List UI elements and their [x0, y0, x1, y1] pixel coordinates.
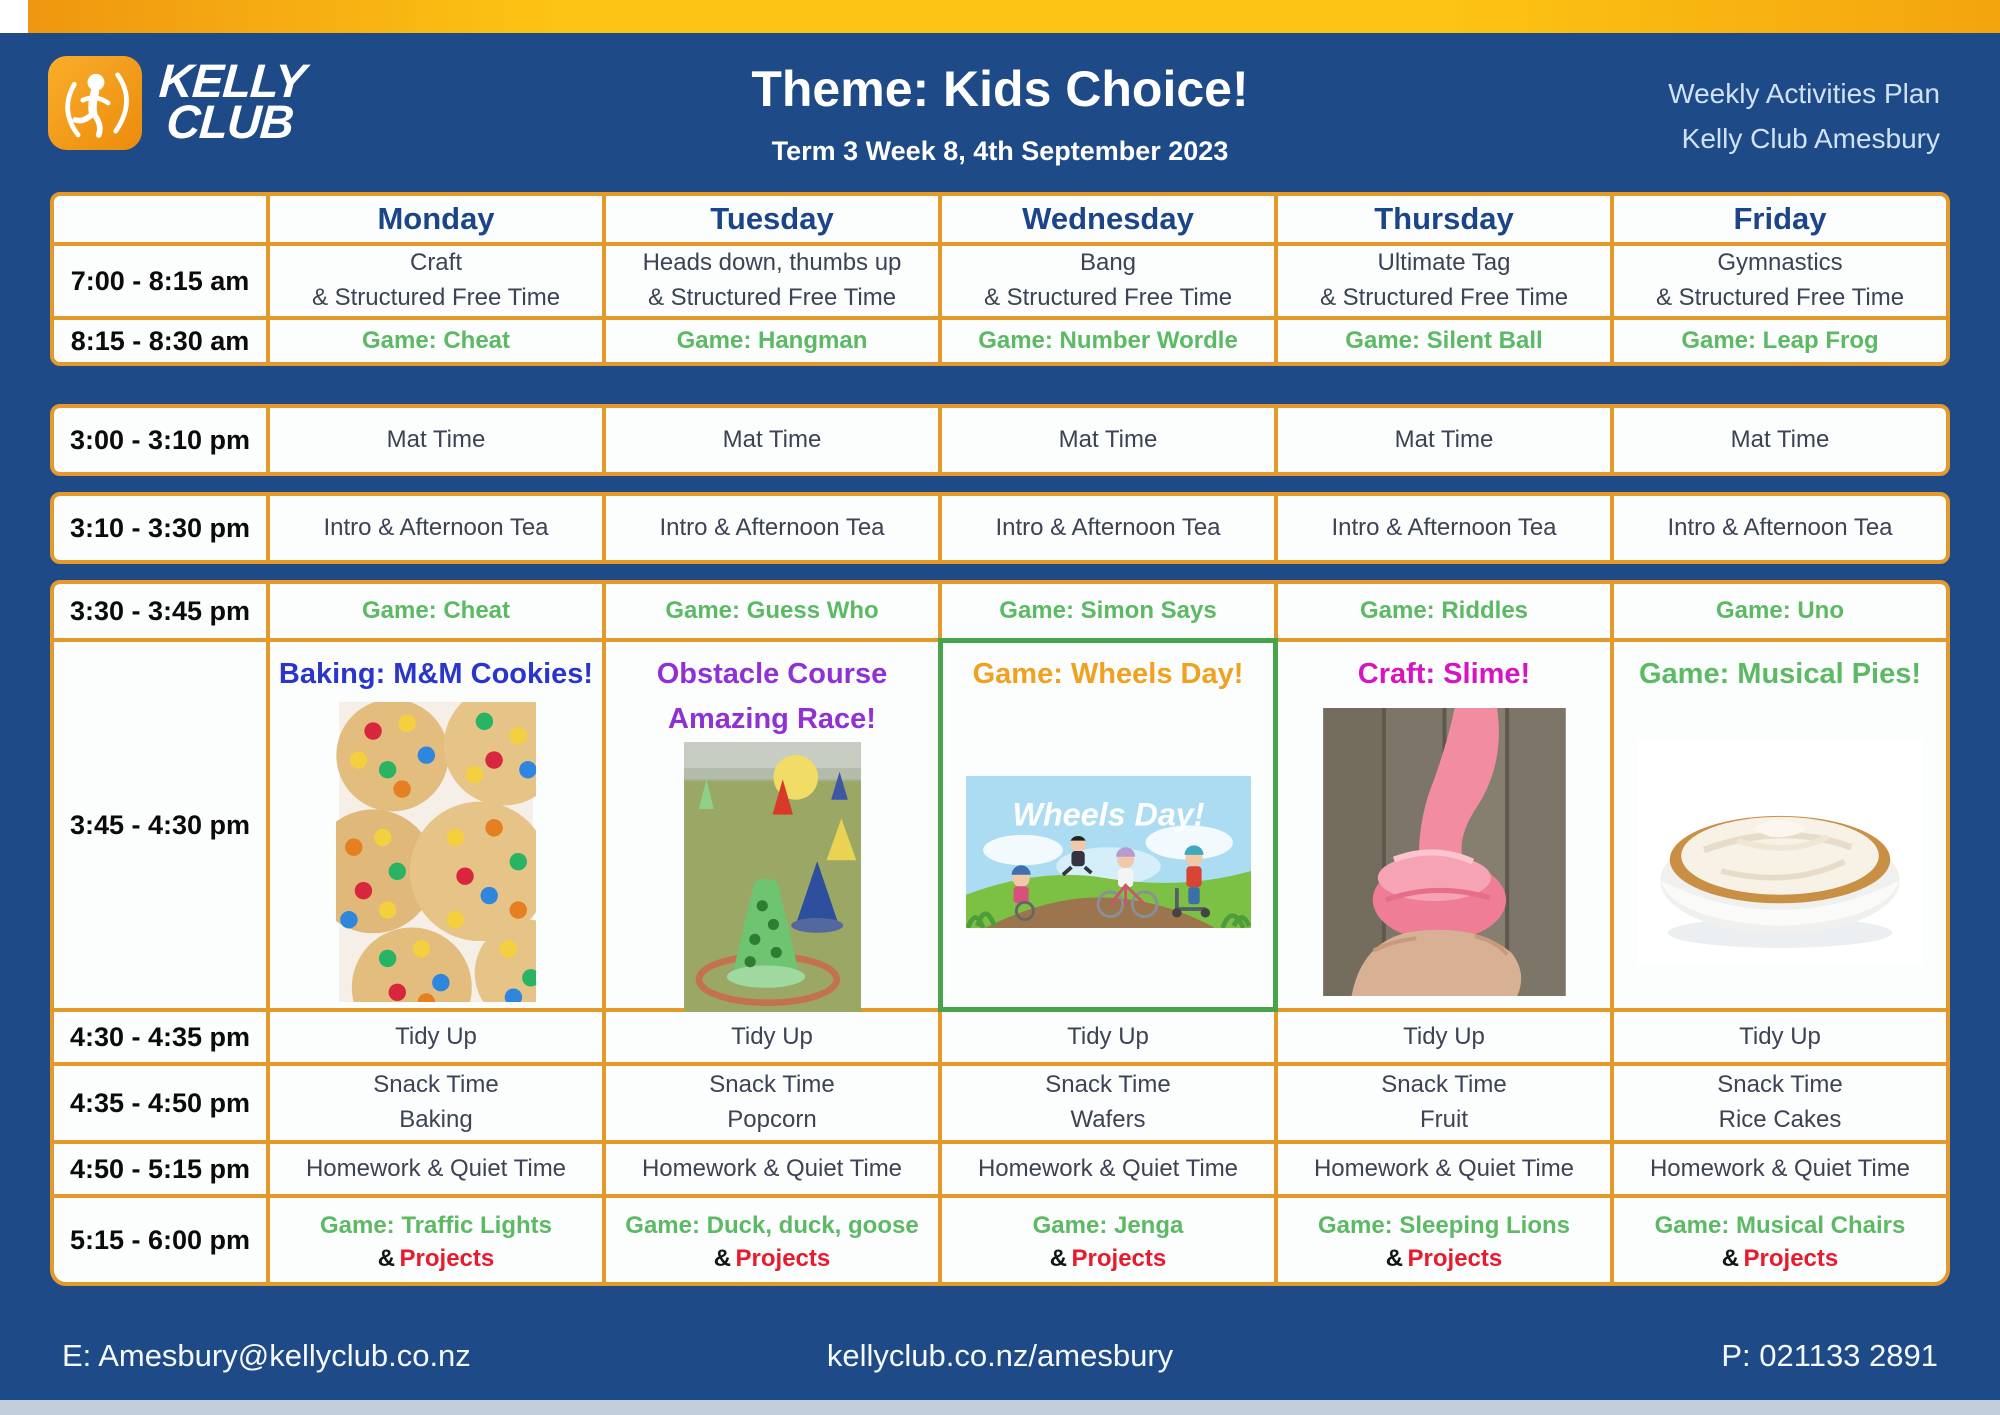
ampersand: &: [1049, 1244, 1068, 1272]
schedule-tables: [50, 192, 1950, 1286]
cell-aft-game-wednesday: Game: Simon Says: [942, 584, 1274, 638]
time-label-early: 7:00 - 8:15 am: [54, 246, 266, 316]
cell-mat-monday: Mat Time: [270, 408, 602, 472]
cell-early-friday: [1614, 246, 1946, 316]
plan-location: Kelly Club Amesbury: [1681, 122, 1940, 154]
cell-tidy-thursday: Tidy Up: [1278, 1012, 1610, 1062]
ampersand: &: [1721, 1244, 1740, 1272]
cell-text: & Structured Free Time: [983, 284, 1233, 311]
wheels-day-photo: [966, 776, 1251, 928]
image-wrap: [1614, 697, 1946, 1008]
cell-text: Snack Time: [1381, 1071, 1507, 1099]
time-label-intro: 3:10 - 3:30 pm: [54, 496, 266, 560]
cell-text: Snack Time: [1717, 1071, 1843, 1099]
time-label-tidy: 4:30 - 4:35 pm: [54, 1012, 266, 1062]
evening-projects-line: [714, 1245, 831, 1273]
cell-text: & Structured Free Time: [647, 284, 897, 311]
cell-tidy-monday: Tidy Up: [270, 1012, 602, 1062]
cell-text: Gymnastics: [1717, 249, 1843, 277]
cell-morning-game-tuesday: Game: Hangman: [606, 320, 938, 362]
projects-label: Projects: [1743, 1244, 1839, 1272]
cell-evening-tuesday: [606, 1198, 938, 1282]
page-title: Theme: Kids Choice!: [751, 61, 1249, 117]
evening-game: Game: Sleeping Lions: [1317, 1212, 1571, 1240]
projects-label: Projects: [1071, 1244, 1167, 1272]
cell-text: Snack Time: [373, 1071, 499, 1099]
activity-title-obstacle: Obstacle Course: [656, 658, 888, 690]
cell-snack-friday: [1614, 1066, 1946, 1140]
cell-morning-game-friday: Game: Leap Frog: [1614, 320, 1946, 362]
cell-activity-friday: [1614, 642, 1946, 1008]
cell-mat-tuesday: Mat Time: [606, 408, 938, 472]
projects-label: Projects: [1407, 1244, 1503, 1272]
cell-homework-friday: Homework & Quiet Time: [1614, 1144, 1946, 1194]
activity-title-baking: Baking: M&M Cookies!: [278, 658, 594, 690]
page-subtitle: Term 3 Week 8, 4th September 2023: [771, 136, 1229, 166]
cell-morning-game-monday: Game: Cheat: [270, 320, 602, 362]
title-block: [500, 60, 1500, 167]
cell-activity-tuesday: [606, 642, 938, 1008]
intro-tea-row: [50, 492, 1950, 564]
cell-text: Ultimate Tag: [1377, 249, 1511, 277]
time-label-evening: 5:15 - 6:00 pm: [54, 1198, 266, 1282]
footer-website: kellyclub.co.nz/amesbury: [826, 1338, 1174, 1373]
evening-projects-line: [1722, 1245, 1839, 1273]
cell-text: Snack Time: [1045, 1071, 1171, 1099]
kelly-club-logo-icon: [48, 56, 142, 150]
cell-early-wednesday: [942, 246, 1274, 316]
evening-game: Game: Musical Chairs: [1654, 1212, 1906, 1240]
top-gold-bar: [0, 0, 2000, 33]
cell-evening-thursday: [1278, 1198, 1610, 1282]
empty-header-cell: [54, 196, 266, 242]
cell-early-tuesday: [606, 246, 938, 316]
cell-homework-wednesday: Homework & Quiet Time: [942, 1144, 1274, 1194]
cell-evening-wednesday: [942, 1198, 1274, 1282]
plan-title: Weekly Activities Plan: [1668, 78, 1940, 109]
cell-aft-game-tuesday: Game: Guess Who: [606, 584, 938, 638]
cell-intro-friday: Intro & Afternoon Tea: [1614, 496, 1946, 560]
image-wrap: [270, 697, 602, 1008]
cell-early-monday: [270, 246, 602, 316]
morning-table: [50, 192, 1950, 366]
cell-snack-thursday: [1278, 1066, 1610, 1140]
cell-activity-monday: [270, 642, 602, 1008]
cell-aft-game-monday: Game: Cheat: [270, 584, 602, 638]
cell-evening-monday: [270, 1198, 602, 1282]
cell-tidy-wednesday: Tidy Up: [942, 1012, 1274, 1062]
cell-homework-thursday: Homework & Quiet Time: [1278, 1144, 1610, 1194]
time-label-morning-game: 8:15 - 8:30 am: [54, 320, 266, 362]
time-label-activity: 3:45 - 4:30 pm: [54, 642, 266, 1008]
plan-block: [1668, 72, 1940, 162]
cell-text: Heads down, thumbs up: [642, 249, 902, 277]
evening-projects-line: [1050, 1245, 1167, 1273]
cell-text: Popcorn: [727, 1106, 817, 1133]
cell-text: Bang: [1079, 249, 1137, 277]
cell-aft-game-friday: Game: Uno: [1614, 584, 1946, 638]
bottom-strip: [0, 1400, 2000, 1415]
cell-intro-wednesday: Intro & Afternoon Tea: [942, 496, 1274, 560]
cell-evening-friday: [1614, 1198, 1946, 1282]
evening-game: Game: Jenga: [1032, 1212, 1184, 1240]
time-label-homework: 4:50 - 5:15 pm: [54, 1144, 266, 1194]
cell-mat-wednesday: Mat Time: [942, 408, 1274, 472]
activity-title-pies: Game: Musical Pies!: [1638, 658, 1922, 690]
day-header-friday: Friday: [1614, 196, 1946, 242]
wheels-day-caption: Wheels Day!: [1011, 796, 1205, 833]
cell-snack-tuesday: [606, 1066, 938, 1140]
projects-label: Projects: [735, 1244, 831, 1272]
time-label-mat: 3:00 - 3:10 pm: [54, 408, 266, 472]
cell-tidy-tuesday: Tidy Up: [606, 1012, 938, 1062]
ampersand: &: [1385, 1244, 1404, 1272]
projects-label: Projects: [399, 1244, 495, 1272]
activity-title-obstacle-2: Amazing Race!: [668, 702, 876, 735]
image-wrap: [606, 742, 938, 1012]
activity-title-wheels: Game: Wheels Day!: [972, 658, 1244, 690]
cell-early-thursday: [1278, 246, 1610, 316]
kelly-club-logo: [48, 54, 307, 150]
evening-game: Game: Duck, duck, goose: [625, 1212, 919, 1240]
footer-phone: P: 021133 2891: [1721, 1338, 1938, 1373]
brand-line2: CLUB: [164, 95, 295, 149]
time-label-snack: 4:35 - 4:50 pm: [54, 1066, 266, 1140]
cell-snack-wednesday: [942, 1066, 1274, 1140]
evening-projects-line: [1386, 1245, 1503, 1273]
cell-text: Fruit: [1420, 1106, 1468, 1133]
cell-snack-monday: [270, 1066, 602, 1140]
footer-email: E: Amesbury@kellyclub.co.nz: [62, 1338, 471, 1373]
cell-activity-wednesday-highlighted: [942, 642, 1274, 1008]
day-header-wednesday: Wednesday: [942, 196, 1274, 242]
cell-intro-thursday: Intro & Afternoon Tea: [1278, 496, 1610, 560]
cell-text: Wafers: [1070, 1106, 1146, 1133]
cell-mat-friday: Mat Time: [1614, 408, 1946, 472]
activity-title-slime: Craft: Slime!: [1357, 658, 1531, 690]
day-header-thursday: Thursday: [1278, 196, 1610, 242]
page-corner: [0, 0, 28, 33]
cell-homework-monday: Homework & Quiet Time: [270, 1144, 602, 1194]
obstacle-course-photo: [675, 742, 870, 1012]
evening-game: Game: Traffic Lights: [319, 1212, 553, 1240]
cell-mat-thursday: Mat Time: [1278, 408, 1610, 472]
cell-text: & Structured Free Time: [311, 284, 561, 311]
cell-aft-game-thursday: Game: Riddles: [1278, 584, 1610, 638]
day-header-monday: Monday: [270, 196, 602, 242]
footer: [0, 1338, 2000, 1388]
main-table: [50, 580, 1950, 1286]
cell-tidy-friday: Tidy Up: [1614, 1012, 1946, 1062]
mm-cookies-photo: [336, 702, 536, 1002]
ampersand: &: [377, 1244, 396, 1272]
mat-time-row: [50, 404, 1950, 476]
cell-intro-tuesday: Intro & Afternoon Tea: [606, 496, 938, 560]
cell-activity-thursday: [1278, 642, 1610, 1008]
evening-projects-line: [378, 1245, 495, 1273]
cell-intro-monday: Intro & Afternoon Tea: [270, 496, 602, 560]
day-header-tuesday: Tuesday: [606, 196, 938, 242]
cell-text: & Structured Free Time: [1655, 284, 1905, 311]
cell-text: Craft: [409, 249, 462, 277]
ampersand: &: [713, 1244, 732, 1272]
cell-text: Baking: [399, 1106, 473, 1133]
cream-pie-photo: [1635, 738, 1925, 966]
cell-text: Rice Cakes: [1718, 1106, 1842, 1133]
cell-morning-game-wednesday: Game: Number Wordle: [942, 320, 1274, 362]
brand-line1: KELLY: [157, 54, 307, 107]
cell-morning-game-thursday: Game: Silent Ball: [1278, 320, 1610, 362]
image-wrap: [1278, 697, 1610, 1008]
cell-text: & Structured Free Time: [1319, 284, 1569, 311]
time-label-afternoon-game: 3:30 - 3:45 pm: [54, 584, 266, 638]
pink-slime-photo: [1322, 708, 1567, 996]
cell-homework-tuesday: Homework & Quiet Time: [606, 1144, 938, 1194]
brand-wordmark: [155, 54, 307, 149]
cell-text: Snack Time: [709, 1071, 835, 1099]
image-wrap: [942, 697, 1274, 1008]
